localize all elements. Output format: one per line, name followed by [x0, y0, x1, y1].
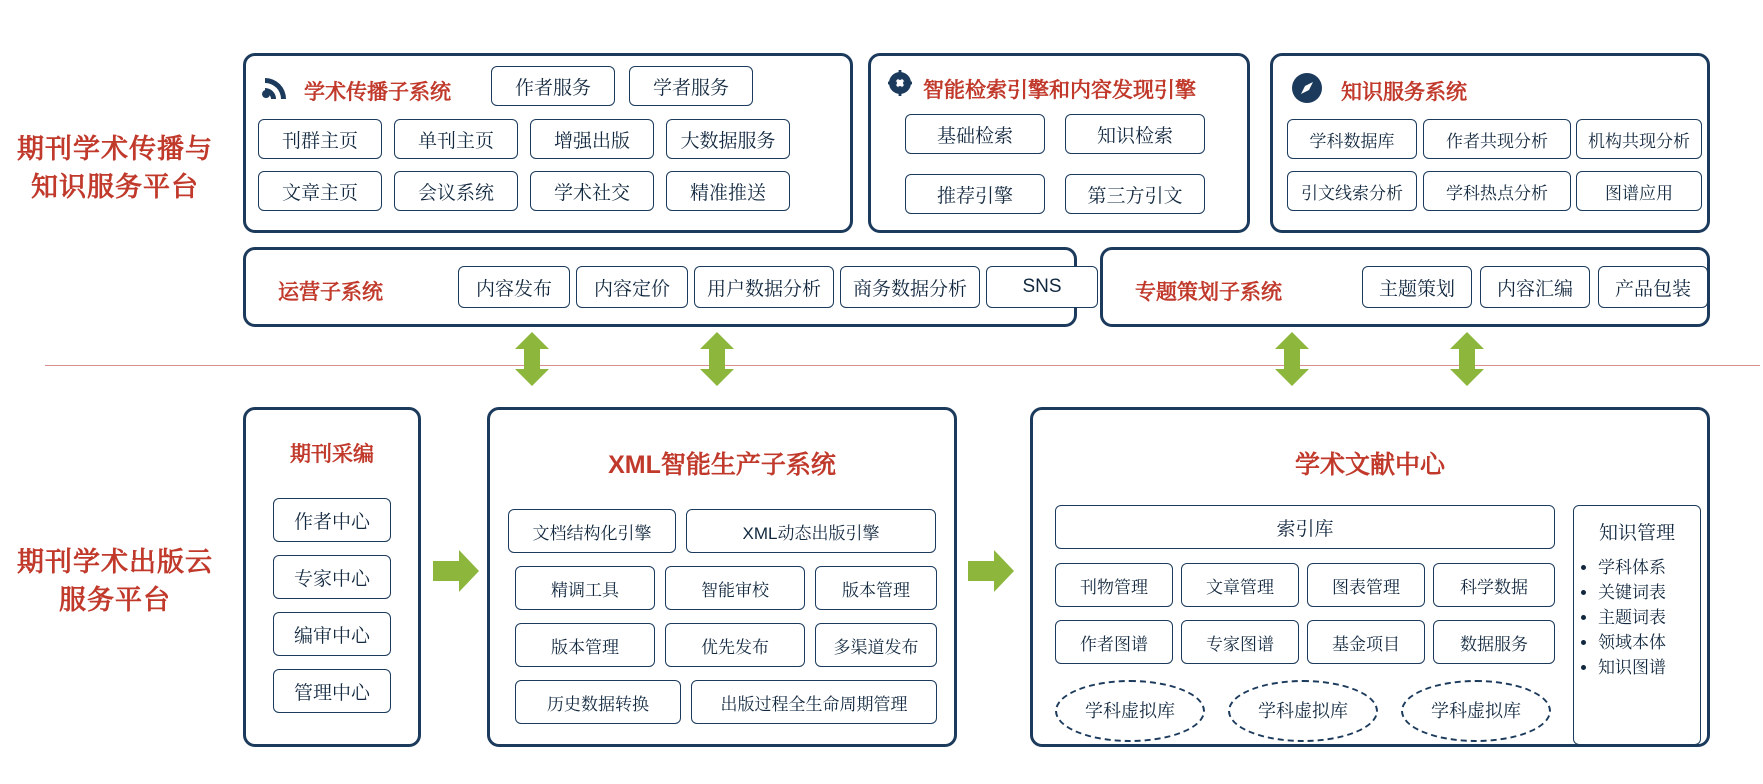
km-item-subject-system: • 学科体系 — [1598, 555, 1700, 580]
chip-historical-data-conversion[interactable]: 历史数据转换 — [515, 680, 681, 724]
virtual-library-1[interactable]: 学科虚拟库 — [1055, 680, 1205, 742]
panel-title-editorial: 期刊采编 — [290, 443, 374, 466]
panel-title-knowledge-service: 知识服务系统 — [1341, 81, 1467, 104]
chip-single-journal-home[interactable]: 单刊主页 — [394, 119, 518, 159]
chip-sns[interactable]: SNS — [986, 266, 1098, 308]
chip-graph-application[interactable]: 图谱应用 — [1576, 171, 1702, 211]
chip-article-management[interactable]: 文章管理 — [1181, 563, 1299, 607]
chip-priority-publishing[interactable]: 优先发布 — [665, 623, 805, 667]
panel-title-operation: 运营子系统 — [278, 281, 383, 304]
chip-subject-database[interactable]: 学科数据库 — [1287, 119, 1417, 159]
chip-institution-cooccurrence[interactable]: 机构共现分析 — [1576, 119, 1702, 159]
km-item-knowledge-graph: • 知识图谱 — [1598, 655, 1700, 680]
chip-journal-management[interactable]: 刊物管理 — [1055, 563, 1173, 607]
chip-business-data-analysis[interactable]: 商务数据分析 — [840, 266, 980, 308]
panel-journal-editorial — [243, 407, 421, 747]
side-label-bottom-platform: 期刊学术出版云服务平台 — [17, 547, 213, 615]
chip-version-management-2[interactable]: 版本管理 — [515, 623, 655, 667]
chip-topic-planning[interactable]: 主题策划 — [1362, 266, 1472, 308]
panel-title-search-engine: 智能检索引擎和内容发现引擎 — [923, 79, 1196, 102]
chip-author-cooccurrence[interactable]: 作者共现分析 — [1423, 119, 1571, 159]
virtual-library-2[interactable]: 学科虚拟库 — [1228, 680, 1378, 742]
arrow-up-down-4 — [1450, 332, 1484, 386]
virtual-library-3[interactable]: 学科虚拟库 — [1401, 680, 1551, 742]
chip-intelligent-proofreading[interactable]: 智能审校 — [665, 566, 805, 610]
km-item-keyword-list: • 关键词表 — [1598, 580, 1700, 605]
chip-scientific-data[interactable]: 科学数据 — [1433, 563, 1555, 607]
chip-content-publish[interactable]: 内容发布 — [458, 266, 570, 308]
chip-author-graph[interactable]: 作者图谱 — [1055, 620, 1173, 664]
arrow-right-xml-to-literature — [968, 548, 1014, 594]
chip-expert-center[interactable]: 专家中心 — [273, 555, 391, 599]
chip-review-center[interactable]: 编审中心 — [273, 612, 391, 656]
side-label-top-platform: 期刊学术传播与知识服务平台 — [17, 134, 213, 202]
chip-index-database[interactable]: 索引库 — [1055, 505, 1555, 549]
chip-version-management-1[interactable]: 版本管理 — [815, 566, 937, 610]
km-item-domain-ontology: • 领域本体 — [1598, 630, 1700, 655]
chip-enhanced-publishing[interactable]: 增强出版 — [530, 119, 654, 159]
chip-management-center[interactable]: 管理中心 — [273, 669, 391, 713]
panel-knowledge-service — [1270, 53, 1710, 233]
chip-subject-hotspot-analysis[interactable]: 学科热点分析 — [1423, 171, 1571, 211]
chip-third-party-citation[interactable]: 第三方引文 — [1065, 174, 1205, 214]
search-target-icon — [885, 70, 915, 100]
chip-user-data-analysis[interactable]: 用户数据分析 — [694, 266, 834, 308]
chip-product-packaging[interactable]: 产品包装 — [1598, 266, 1708, 308]
chip-author-center[interactable]: 作者中心 — [273, 498, 391, 542]
knowledge-management-list — [1580, 555, 1700, 680]
panel-title-dissemination: 学术传播子系统 — [304, 81, 451, 104]
chip-content-pricing[interactable]: 内容定价 — [576, 266, 688, 308]
chip-knowledge-search[interactable]: 知识检索 — [1065, 114, 1205, 154]
chip-journal-group-home[interactable]: 刊群主页 — [258, 119, 382, 159]
chip-article-home[interactable]: 文章主页 — [258, 171, 382, 211]
chip-academic-social[interactable]: 学术社交 — [530, 171, 654, 211]
chip-recommendation-engine[interactable]: 推荐引擎 — [905, 174, 1045, 214]
chip-xml-dynamic-publishing-engine[interactable]: XML动态出版引擎 — [686, 509, 936, 553]
panel-title-literature-center: 学术文献中心 — [1294, 451, 1445, 479]
chip-fund-project[interactable]: 基金项目 — [1307, 620, 1425, 664]
panel-search-engine — [868, 53, 1250, 233]
chip-data-service[interactable]: 数据服务 — [1433, 620, 1555, 664]
chip-expert-graph[interactable]: 专家图谱 — [1181, 620, 1299, 664]
chip-basic-search[interactable]: 基础检索 — [905, 114, 1045, 154]
panel-title-xml-production: XML智能生产子系统 — [608, 451, 836, 479]
arrow-up-down-1 — [515, 332, 549, 386]
chip-figure-table-management[interactable]: 图表管理 — [1307, 563, 1425, 607]
section-divider — [45, 365, 1760, 366]
panel-operation-subsystem — [243, 247, 1077, 327]
panel-academic-literature-center — [1030, 407, 1710, 747]
knowledge-management-title: 知识管理 — [1598, 523, 1675, 544]
chip-scholar-service[interactable]: 学者服务 — [629, 66, 753, 106]
chip-big-data-service[interactable]: 大数据服务 — [666, 119, 790, 159]
knowledge-management-box — [1573, 505, 1701, 745]
panel-dissemination-subsystem — [243, 53, 853, 233]
chip-conference-system[interactable]: 会议系统 — [394, 171, 518, 211]
chip-publishing-lifecycle-management[interactable]: 出版过程全生命周期管理 — [691, 680, 937, 724]
rss-icon — [262, 72, 296, 102]
chip-fine-tuning-tool[interactable]: 精调工具 — [515, 566, 655, 610]
chip-citation-clue-analysis[interactable]: 引文线索分析 — [1287, 171, 1417, 211]
panel-xml-production-subsystem — [487, 407, 957, 747]
km-item-subject-term-list: • 主题词表 — [1598, 605, 1700, 630]
arrow-up-down-3 — [1275, 332, 1309, 386]
panel-topic-planning-subsystem — [1100, 247, 1710, 327]
compass-icon — [1291, 72, 1323, 104]
chip-document-structuring-engine[interactable]: 文档结构化引擎 — [508, 509, 676, 553]
panel-title-topic-planning: 专题策划子系统 — [1135, 281, 1282, 304]
arrow-right-editorial-to-xml — [433, 548, 479, 594]
chip-precise-push[interactable]: 精准推送 — [666, 171, 790, 211]
chip-content-compilation[interactable]: 内容汇编 — [1480, 266, 1590, 308]
chip-author-service[interactable]: 作者服务 — [491, 66, 615, 106]
arrow-up-down-2 — [700, 332, 734, 386]
chip-multichannel-publishing[interactable]: 多渠道发布 — [815, 623, 937, 667]
